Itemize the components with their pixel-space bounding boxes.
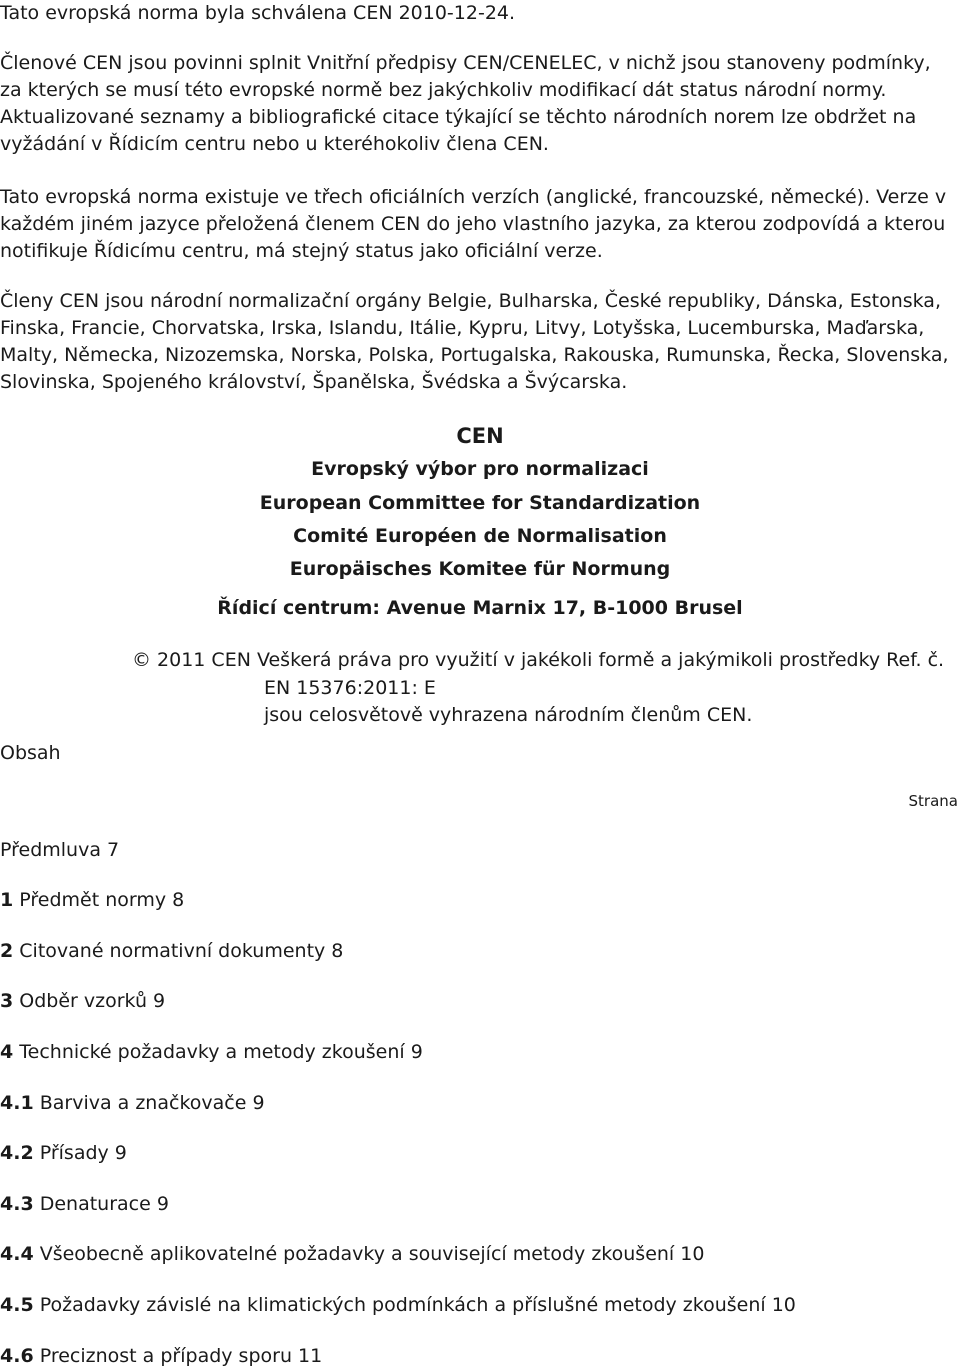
members-obligation-paragraph: Členové CEN jsou povinni splnit Vnitřní předpisy CEN/CENELEC, v nichž jsou stanoveny podmínky, za kterých se musí této evropské normě bez jakýchkoliv modifikací dát status národní normy. Aktualizované seznamy a bibliografické citace týkající se těchto národních norem lze obdržet na vyžádání v Řídicím centru nebo u kteréhokoliv člena CEN. [0,52,931,155]
cen-acronym: CEN [456,424,504,448]
toc-heading: Obsah [0,742,61,764]
toc-entry[interactable]: 4 Technické požadavky a metody zkoušení 9 [0,1041,423,1063]
toc-entry[interactable]: 2 Citované normativní dokumenty 8 [0,940,344,962]
toc-entry[interactable]: 4.3 Denaturace 9 [0,1193,169,1215]
toc-entry[interactable]: 4.2 Přísady 9 [0,1142,127,1164]
cen-name-cs: Evropský výbor pro normalizaci [311,458,649,480]
toc-page-label: Strana [908,792,958,810]
copyright-line-1: © 2011 CEN Veškerá práva pro využití v jakékoli formě a jakýmikoli prostředky Ref. č. [132,649,945,671]
cen-address: Řídicí centrum: Avenue Marnix 17, B-1000 Brusel [217,597,743,619]
cen-members-paragraph: Členy CEN jsou národní normalizační orgány Belgie, Bulharska, České republiky, Dánska, Estonska, Finska, Francie, Chorvatska, Irska, Islandu, Itálie, Kypru, Litvy, Lotyšska, Lucemburska, Maďarska, Malty, Německa, Nizozemska, Norska, Polska, Portugalska, Rakouska, Rumunska, Řecka, Slovenska, Slovinska, Spojeného království, Španělska, Švédska a Švýcarska. [0,290,949,393]
official-versions-paragraph: Tato evropská norma existuje ve třech oficiálních verzích (anglické, francouzské, německé). Verze v každém jiném jazyce přeložená členem CEN do jeho vlastního jazyka, za kterou zodpovídá a kterou notifikuje Řídicímu centru, má stejný status jako oficiální verze. [0,186,947,262]
copyright-line-3: jsou celosvětově vyhrazena národním členům CEN. [264,704,753,726]
toc-entry[interactable]: 1 Předmět normy 8 [0,889,185,911]
cen-name-en: European Committee for Standardization [259,492,701,514]
approval-statement: Tato evropská norma byla schválena CEN 2010-12-24. [0,2,516,24]
toc-entry[interactable]: 4.6 Preciznost a případy sporu 11 [0,1345,323,1367]
copyright-line-2: EN 15376:2011: E [264,677,436,699]
toc-entry[interactable]: 4.4 Všeobecně aplikovatelné požadavky a související metody zkoušení 10 [0,1243,705,1265]
cen-name-fr: Comité Européen de Normalisation [293,525,667,547]
toc-entry[interactable]: Předmluva 7 [0,839,120,861]
cen-name-de: Europäisches Komitee für Normung [289,558,671,580]
toc-entry[interactable]: 4.5 Požadavky závislé na klimatických podmínkách a příslušné metody zkoušení 10 [0,1294,796,1316]
toc-entry[interactable]: 3 Odběr vzorků 9 [0,990,166,1012]
toc-entry[interactable]: 4.1 Barviva a značkovače 9 [0,1092,265,1114]
